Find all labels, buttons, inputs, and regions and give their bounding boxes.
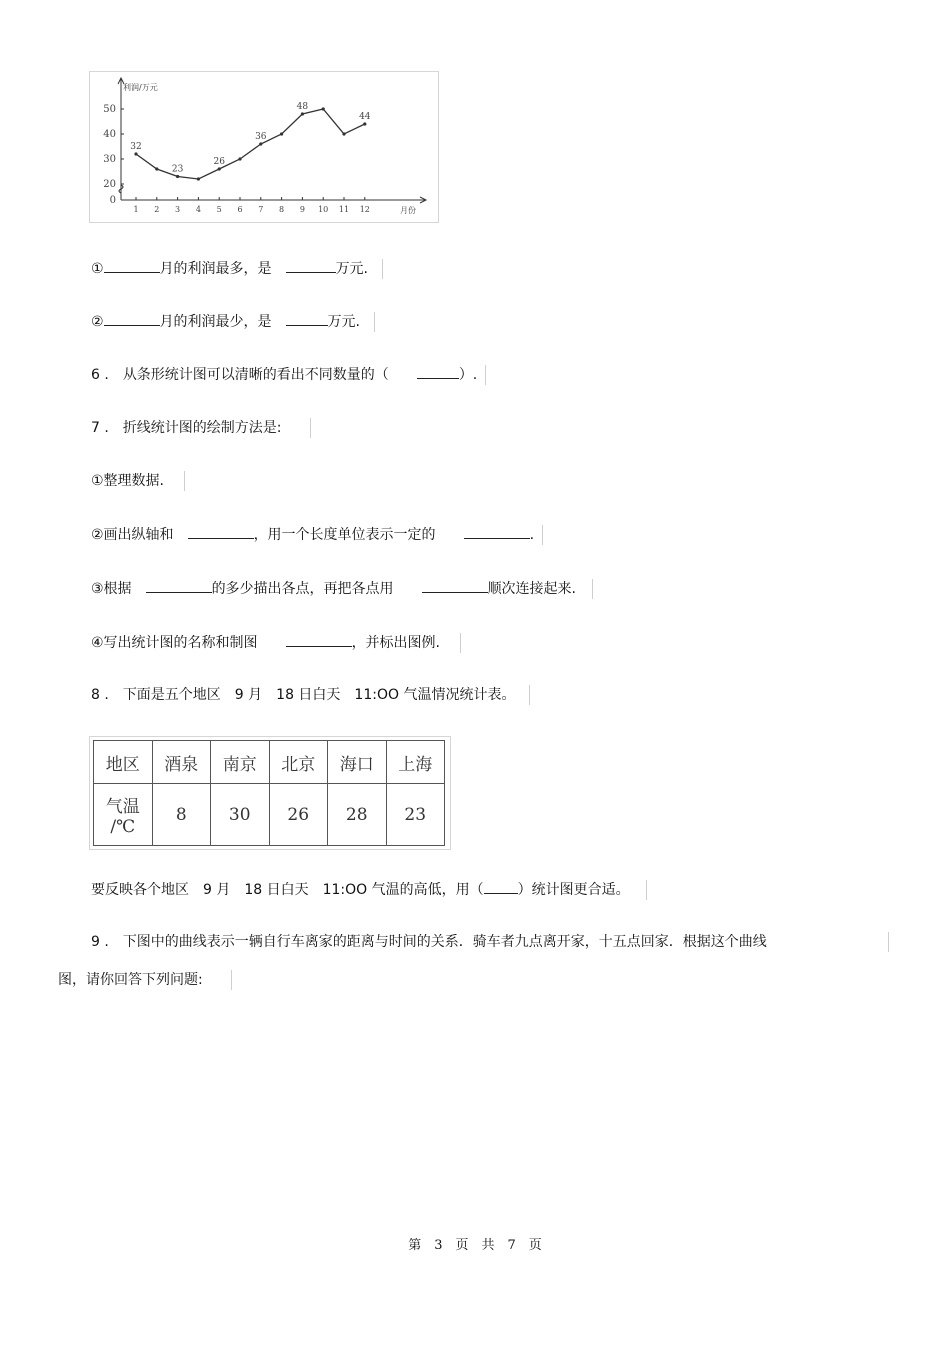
q5-item-1	[91, 258, 383, 279]
data-label: 23	[171, 164, 184, 175]
x-tick-label: 4	[195, 205, 201, 214]
question-7	[91, 418, 311, 438]
page-number: 第 3 页 共 7 页	[408, 1238, 542, 1253]
divider	[382, 259, 383, 279]
data-point	[155, 167, 158, 170]
table-cell: 30	[211, 784, 270, 846]
question-text: 图，请你回答下列问题:	[58, 972, 203, 988]
x-tick-label: 1	[133, 205, 139, 214]
table-header-cell: 酒泉	[152, 741, 211, 784]
y-tick-label: 50	[103, 104, 116, 115]
chart-svg	[90, 72, 438, 222]
q5-item-2	[91, 311, 375, 332]
answer-blank[interactable]	[146, 578, 212, 593]
data-label: 32	[130, 142, 142, 152]
data-point	[134, 152, 137, 155]
divider	[485, 365, 486, 385]
y-tick-label: 0	[109, 195, 116, 206]
q5-item-2-unit: 万元.	[327, 314, 361, 330]
question-text: 要反映各个地区 9 月 18 日白天 11:OO 气温的高低，用（	[91, 882, 484, 898]
row-label-cell	[94, 784, 153, 846]
data-point	[363, 122, 366, 125]
table-cell: 28	[328, 784, 387, 846]
q7-step-2	[91, 524, 543, 545]
question-8	[91, 685, 530, 705]
data-point	[238, 157, 241, 160]
question-number: 6 .	[91, 367, 109, 383]
divider	[592, 579, 593, 599]
divider	[542, 525, 543, 545]
question-text: 下图中的曲线表示一辆自行车离家的距离与时间的关系．骑车者九点离开家，十五点回家．根据这个曲线	[122, 934, 767, 950]
q7-step-4	[91, 632, 461, 653]
divider	[888, 932, 889, 952]
answer-blank[interactable]	[104, 258, 160, 273]
table-row	[94, 784, 445, 846]
data-point	[322, 107, 325, 110]
x-tick-label: 2	[154, 205, 160, 214]
data-point	[280, 132, 283, 135]
x-tick-label: 7	[258, 205, 264, 214]
question-text: 下面是五个地区 9 月 18 日白天 11:OO 气温情况统计表。	[122, 687, 516, 703]
data-point	[301, 112, 304, 115]
table-header-cell: 上海	[386, 741, 445, 784]
step-text: 顺次连接起来.	[487, 581, 577, 597]
divider	[310, 418, 311, 438]
answer-blank[interactable]	[286, 258, 336, 273]
table-cell: 23	[386, 784, 445, 846]
answer-blank[interactable]	[417, 364, 459, 379]
divider	[184, 471, 185, 491]
data-point	[197, 177, 200, 180]
x-tick-label: 12	[359, 205, 370, 214]
step-text: ②画出纵轴和	[91, 527, 174, 543]
x-tick-label: 11	[338, 205, 350, 214]
answer-blank[interactable]	[188, 524, 254, 539]
q5-item-1-number: ①	[91, 261, 104, 277]
temperature-table	[93, 740, 445, 846]
data-label: 26	[213, 157, 225, 167]
divider	[646, 880, 647, 900]
question-number: 9 .	[91, 934, 109, 950]
x-tick-label: 6	[237, 205, 243, 214]
question-text-end: ）.	[458, 367, 478, 383]
table-header-cell: 南京	[211, 741, 270, 784]
row-label-unit: /℃	[110, 817, 136, 837]
data-point	[342, 132, 345, 135]
x-tick-label: 3	[175, 205, 181, 214]
table-cell: 26	[269, 784, 328, 846]
x-tick-label: 8	[279, 205, 285, 214]
step-text: ④写出统计图的名称和制图	[91, 635, 258, 651]
q7-step-1	[91, 471, 185, 491]
question-9	[91, 932, 767, 952]
question-6	[91, 364, 486, 385]
answer-blank[interactable]	[484, 879, 518, 894]
y-tick-label: 40	[103, 129, 116, 140]
step-text: .	[529, 527, 535, 543]
x-tick-label: 9	[299, 205, 305, 214]
divider	[529, 685, 530, 705]
step-text: ，用一个长度单位表示一定的	[253, 527, 436, 543]
step-text: ①整理数据.	[91, 473, 165, 489]
data-point	[176, 175, 179, 178]
step-text: ，并标出图例.	[351, 635, 441, 651]
answer-blank[interactable]	[464, 524, 530, 539]
answer-blank[interactable]	[286, 311, 328, 326]
x-tick-label: 5	[216, 205, 222, 214]
data-label: 44	[359, 112, 371, 122]
y-tick-label: 30	[103, 154, 116, 165]
temperature-table-image	[89, 736, 451, 850]
series-line	[136, 109, 365, 179]
data-label: 36	[255, 132, 267, 142]
q5-item-2-number: ②	[91, 314, 104, 330]
table-header-cell: 海口	[328, 741, 387, 784]
answer-blank[interactable]	[286, 632, 352, 647]
question-text: 折线统计图的绘制方法是:	[122, 420, 282, 436]
q8-question	[91, 879, 647, 900]
divider	[374, 312, 375, 332]
divider	[460, 633, 461, 653]
row-label: 气温	[105, 797, 140, 817]
x-tick-label: 10	[318, 205, 329, 214]
question-number: 7 .	[91, 420, 109, 436]
answer-blank[interactable]	[104, 311, 160, 326]
q5-item-1-unit: 万元.	[335, 261, 369, 277]
table-header-cell: 北京	[269, 741, 328, 784]
profit-line-chart	[89, 71, 439, 223]
data-point	[259, 142, 262, 145]
y-axis-label: 利润/万元	[123, 83, 158, 92]
table-header-row	[94, 741, 445, 784]
question-text: 从条形统计图可以清晰的看出不同数量的（	[122, 367, 389, 383]
question-number: 8 .	[91, 687, 109, 703]
q5-item-2-text: 月的利润最少，是	[159, 314, 272, 330]
data-point	[218, 167, 221, 170]
answer-blank[interactable]	[422, 578, 488, 593]
q5-item-1-text: 月的利润最多，是	[159, 261, 272, 277]
y-tick-label: 20	[103, 179, 116, 190]
step-text: ③根据	[91, 581, 132, 597]
table-header-cell: 地区	[94, 741, 153, 784]
divider	[231, 970, 232, 990]
question-9-continued	[58, 970, 232, 990]
data-label: 48	[296, 102, 309, 112]
question-text: ）统计图更合适。	[517, 882, 630, 898]
q7-step-3	[91, 578, 593, 599]
step-text: 的多少描出各点，再把各点用	[211, 581, 394, 597]
table-cell: 8	[152, 784, 211, 846]
x-axis-label: 月份	[400, 206, 416, 215]
